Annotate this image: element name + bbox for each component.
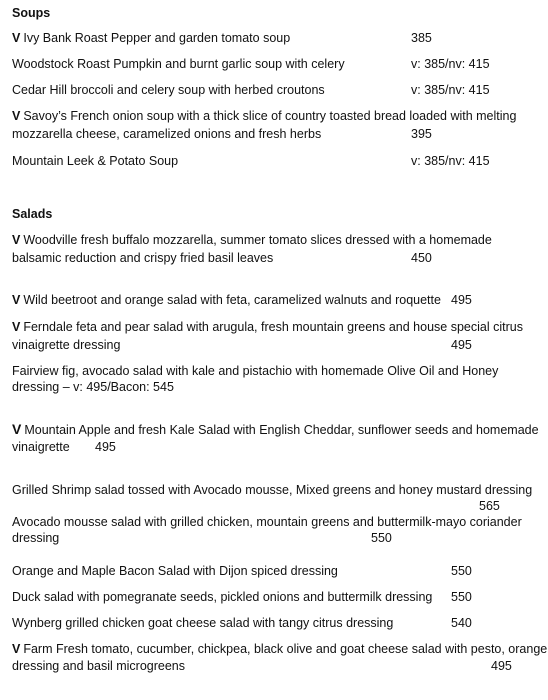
salad-name: Woodville fresh buffalo mozzarella, summer tomato slices dressed with a homemade — [23, 233, 492, 247]
soups-heading: Soups — [12, 6, 51, 20]
salad-price-11: 495 — [491, 659, 512, 673]
salad-item-3-line1 — [12, 320, 523, 335]
vegetarian-marker: V — [12, 233, 21, 247]
salad-item-9: Duck salad with pomegranate seeds, pickled onions and buttermilk dressing — [12, 590, 433, 604]
soup-name: Savoy’s French onion soup with a thick slice of country toasted bread loaded with melting — [23, 109, 517, 123]
soup-name: Ivy Bank Roast Pepper and garden tomato soup — [23, 31, 291, 45]
salads-heading: Salads — [12, 207, 53, 221]
salad-item-2 — [12, 293, 441, 308]
salad-name: Farm Fresh tomato, cucumber, chickpea, black olive and goat cheese salad with pesto, orange — [23, 642, 548, 656]
salad-name: Ferndale feta and pear salad with arugula, fresh mountain greens and house special citrus — [23, 320, 523, 334]
soup-item-3: Cedar Hill broccoli and celery soup with herbed croutons — [12, 83, 325, 97]
salad-item-4-line1: Fairview fig, avocado salad with kale and pistachio with homemade Olive Oil and Honey — [12, 364, 499, 378]
soup-price-5: v: 385/nv: 415 — [411, 154, 490, 168]
salad-item-7-line2: dressing — [12, 531, 60, 545]
soup-item-5: Mountain Leek & Potato Soup — [12, 154, 179, 168]
salad-price-10: 540 — [451, 616, 472, 630]
soup-item-2: Woodstock Roast Pumpkin and burnt garlic soup with celery — [12, 57, 345, 71]
salad-item-1-line1 — [12, 233, 492, 248]
soup-item-4-line2: mozzarella cheese, caramelized onions and fresh herbs — [12, 127, 322, 141]
vegetarian-marker: V — [12, 31, 21, 45]
soup-price-4: 395 — [411, 127, 432, 141]
salad-item-11-line1 — [12, 642, 547, 657]
salad-name: Wild beetroot and orange salad with feta, caramelized walnuts and roquette — [23, 293, 441, 307]
salad-item-5-line2: vinaigrette — [12, 440, 70, 454]
vegetarian-marker: V — [12, 109, 21, 123]
salad-price-5: 495 — [95, 440, 116, 454]
soup-price-3: v: 385/nv: 415 — [411, 83, 490, 97]
salad-item-10: Wynberg grilled chicken goat cheese salad with tangy citrus dressing — [12, 616, 394, 630]
soup-item-1 — [12, 31, 290, 46]
salad-price-7: 550 — [371, 531, 392, 545]
salad-price-1: 450 — [411, 251, 432, 265]
salad-item-4-line2: dressing – v: 495/Bacon: 545 — [12, 380, 174, 394]
soup-price-2: v: 385/nv: 415 — [411, 57, 490, 71]
soup-item-4-line1 — [12, 109, 516, 124]
vegetarian-marker: V — [12, 293, 21, 307]
vegetarian-marker: V — [12, 320, 21, 334]
salad-item-8: Orange and Maple Bacon Salad with Dijon spiced dressing — [12, 564, 338, 578]
salad-price-8: 550 — [451, 564, 472, 578]
salad-item-5-line1 — [12, 422, 539, 438]
salad-item-7-line1: Avocado mousse salad with grilled chicken, mountain greens and buttermilk-mayo coriander — [12, 515, 522, 529]
salad-item-3-line2: vinaigrette dressing — [12, 338, 121, 352]
salad-item-11-line2: dressing and basil microgreens — [12, 659, 186, 673]
salad-price-2: 495 — [451, 293, 472, 307]
soup-price-1: 385 — [411, 31, 432, 45]
vegetarian-marker: V — [12, 642, 21, 656]
salad-price-6: 565 — [479, 499, 500, 513]
salad-name: Mountain Apple and fresh Kale Salad with English Cheddar, sunflower seeds and homemade — [24, 423, 539, 437]
salad-price-9: 550 — [451, 590, 472, 604]
salad-price-3: 495 — [451, 338, 472, 352]
vegetarian-marker: V — [12, 421, 22, 437]
salad-item-1-line2: balsamic reduction and crispy fried basil leaves — [12, 251, 274, 265]
salad-item-6: Grilled Shrimp salad tossed with Avocado mousse, Mixed greens and honey mustard dressing — [12, 483, 533, 497]
